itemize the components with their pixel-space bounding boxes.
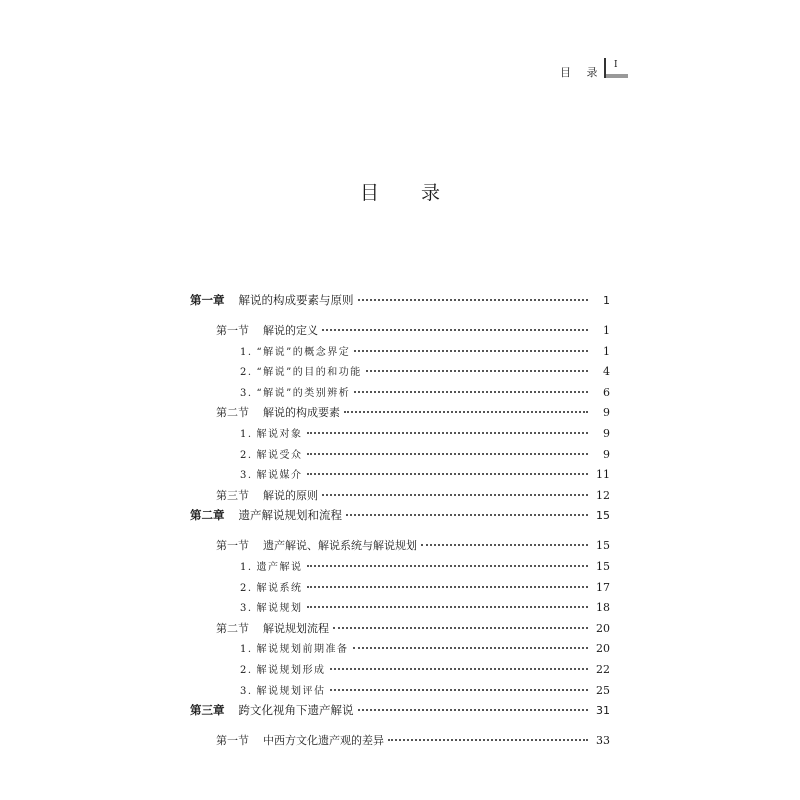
toc-section-row[interactable] [190,322,610,343]
toc-leader-dots [322,494,588,496]
toc-leader-dots [330,689,588,691]
toc-entry-title: 解说规划评估 [256,685,326,697]
toc-item-row[interactable] [190,661,610,682]
toc-item-row[interactable] [190,425,610,446]
toc-item-row[interactable] [190,599,610,620]
toc-entry-number: 1. [240,428,253,440]
toc-entry-title: 遗产解说 [256,561,303,573]
toc-page-number: 15 [596,559,610,573]
toc-item-row[interactable] [190,466,610,487]
toc-leader-dots [333,627,588,629]
toc-leader-dots [307,432,588,434]
toc-entry-number: 第二章 [190,508,225,523]
toc-leader-dots [307,453,588,455]
toc-entry-number: 第一章 [190,293,225,307]
toc-leader-dots [388,739,588,741]
toc-chapter-row[interactable] [190,507,610,537]
toc-page-number: 9 [603,447,610,461]
toc-entry-title: 解说规划前期准备 [256,644,349,656]
toc-entry-title: 解说受众 [256,449,303,461]
toc-page-number: 4 [603,365,610,379]
toc-entry-title: 解说的定义 [263,324,318,337]
toc-page-number: 22 [596,662,610,676]
page-tab-bar [606,74,628,78]
toc-item-row[interactable] [190,579,610,600]
toc-page-number: 31 [596,704,610,718]
toc-page-number: 1 [603,344,610,358]
toc-page-number: 15 [596,509,610,523]
toc-leader-dots [358,299,589,301]
toc-section-row[interactable] [190,487,610,508]
toc-page-number: 20 [596,642,610,656]
page-number: I [614,60,618,70]
toc-leader-dots [330,668,588,670]
toc-entry-number: 第二节 [216,406,249,420]
toc-item-row[interactable] [190,343,610,364]
toc-entry-number: 1. [240,346,253,358]
toc-entry-number: 3. [240,685,253,697]
toc-leader-dots [366,370,588,372]
toc-leader-dots [344,411,588,413]
toc-entry-title: 解说的构成要素与原则 [238,293,354,307]
toc-entry-title: 遗产解说规划和流程 [238,508,342,523]
toc-page-number: 11 [596,468,610,482]
toc-section-row[interactable] [190,537,610,558]
toc-item-row[interactable] [190,446,610,467]
toc-page-number: 12 [596,488,610,502]
toc-entry-title: “解说”的目的和功能 [256,367,362,379]
toc-leader-dots [421,544,588,546]
toc-page-number: 25 [596,683,610,697]
toc-entry-title: 解说的构成要素 [263,406,340,420]
toc-leader-dots [307,606,588,608]
toc-entry-number: 第三章 [190,703,225,718]
toc-entry-number: 3. [240,603,253,615]
toc-entry-title: 解说规划形成 [256,664,326,676]
toc-page-number: 20 [596,621,610,635]
toc-page-number: 6 [603,385,610,399]
toc-leader-dots [346,514,588,516]
toc-entry-number: 第一节 [216,734,249,748]
toc-entry-number: 第三节 [216,488,249,502]
toc-page-number: 15 [596,539,610,553]
page-number-tab [604,58,628,78]
toc-title: 目 录 [359,182,459,204]
toc-entry-number: 2. [240,582,253,594]
toc-page-number: 9 [603,406,610,420]
toc-entry-title: 解说的原则 [263,488,318,502]
toc-entry-title: 解说媒介 [256,470,303,482]
toc-item-row[interactable] [190,682,610,703]
toc-leader-dots [307,586,588,588]
toc-leader-dots [307,565,588,567]
toc-entry-number: 第一节 [216,539,249,553]
toc-entry-number: 第一节 [216,324,249,337]
toc-item-row[interactable] [190,640,610,661]
toc-chapter-row[interactable] [190,702,610,732]
toc-entry-title: 解说对象 [256,428,303,440]
toc-page-number: 1 [603,294,610,307]
toc-item-row[interactable] [190,558,610,579]
toc-entry-number: 第二节 [216,621,249,635]
toc-leader-dots [354,391,588,393]
toc-section-row[interactable] [190,620,610,641]
table-of-contents [190,292,610,753]
toc-entry-number: 3. [240,470,253,482]
toc-entry-title: 解说规划流程 [263,621,329,635]
toc-entry-number: 3. [240,387,253,399]
toc-entry-number: 2. [240,367,253,379]
toc-entry-title: “解说”的概念界定 [256,346,351,358]
running-head-title: 目 录 [560,66,604,79]
toc-item-row[interactable] [190,384,610,405]
toc-page-number: 33 [596,734,610,748]
toc-section-row[interactable] [190,732,610,753]
toc-entry-title: 解说系统 [256,582,303,594]
toc-leader-dots [307,473,588,475]
toc-entry-number: 1. [240,561,253,573]
toc-leader-dots [353,647,588,649]
toc-entry-number: 2. [240,449,253,461]
toc-section-row[interactable] [190,404,610,425]
toc-item-row[interactable] [190,363,610,384]
toc-leader-dots [358,709,589,711]
toc-entry-title: 解说规划 [256,603,303,615]
toc-leader-dots [354,350,588,352]
toc-page-number: 9 [603,426,610,440]
toc-page-number: 1 [603,324,610,337]
toc-entry-number: 1. [240,644,253,656]
toc-entry-title: 遗产解说、解说系统与解说规划 [263,539,417,553]
toc-entry-title: “解说”的类别辨析 [256,387,351,399]
toc-leader-dots [322,329,588,331]
toc-entry-title: 跨文化视角下遗产解说 [238,703,354,718]
toc-page-number: 18 [596,601,610,615]
toc-chapter-row[interactable] [190,292,610,322]
toc-page-number: 17 [596,580,610,594]
toc-entry-number: 2. [240,664,253,676]
toc-entry-title: 中西方文化遗产观的差异 [263,734,384,748]
